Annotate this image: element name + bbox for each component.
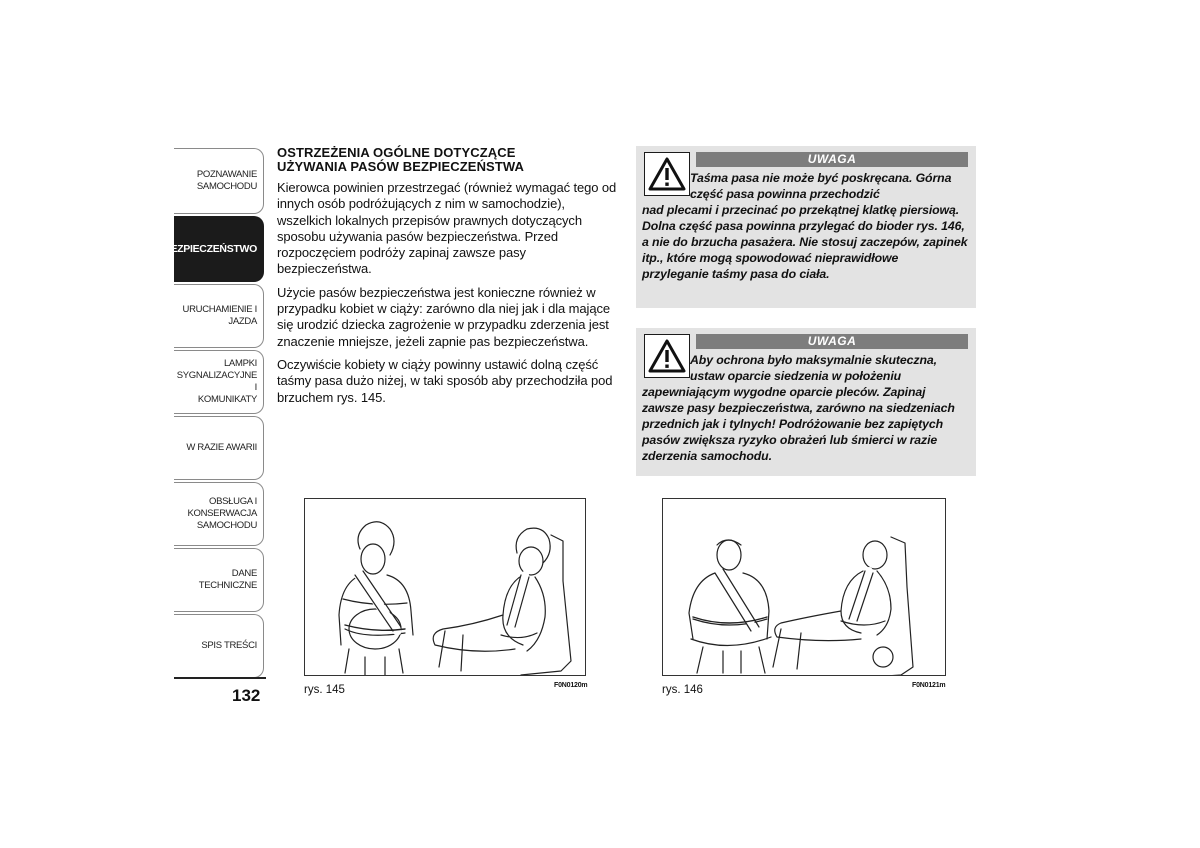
warning-text bbox=[642, 170, 968, 282]
warning-lead: Taśma pasa nie może być poskręcana. Górna część pasa powinna przechodzić bbox=[690, 171, 952, 201]
page-number: 132 bbox=[232, 686, 261, 705]
seatbelt-pregnant-woman-illustration bbox=[305, 499, 585, 675]
tab-bezpieczenstwo[interactable]: BEZPIECZEŃSTWO bbox=[174, 216, 264, 282]
warning-rest: zapewniającym wygodne oparcie pleców. Zapinaj zawsze pasy bezpieczeństwa, zarówno na siedzeniach przednich jak i tylnych! Podróżowanie bez zapiętych pasów zwiększa ryzyko obrażeń lub śmierci w razie zderzenia samochodu. bbox=[642, 385, 955, 463]
warning-box-2 bbox=[636, 328, 976, 476]
tab-lampki-sygnalizacyjne[interactable]: LAMPKI SYGNALIZACYJNE I KOMUNIKATY bbox=[174, 350, 264, 414]
warning-triangle-icon bbox=[644, 152, 690, 196]
warning-text bbox=[642, 352, 968, 464]
section-heading bbox=[277, 146, 619, 174]
warning-rest: nad plecami i przecinać po przekątnej klatkę piersiową. Dolna część pasa powinna przylegać do bioder rys. 146, a nie do brzucha pasażera. Nie stosuj zaczepów, zapinek itp., które mogą spowodować nieprawidłowe przyleganie taśmy pasa do ciała. bbox=[642, 203, 968, 281]
tab-w-razie-awarii[interactable]: W RAZIE AWARII bbox=[174, 416, 264, 480]
warning-box-1 bbox=[636, 146, 976, 308]
tab-dane-techniczne[interactable]: DANE TECHNICZNE bbox=[174, 548, 264, 612]
figure-146-illustration bbox=[662, 498, 946, 676]
section-heading-line1: OSTRZEŻENIA OGÓLNE DOTYCZĄCE bbox=[277, 145, 516, 160]
warning-triangle-icon bbox=[644, 334, 690, 378]
tab-obsluga-i-konserwacja[interactable]: OBSŁUGA I KONSERWACJA SAMOCHODU bbox=[174, 482, 264, 546]
paragraph-1: Kierowca powinien przestrzegać (również wymagać tego od innych osób podróżujących z nim w samochodzie), wszelkich lokalnych przepisów prawnych dotyczących sposobu używania pasów bezpieczeństwa. Przed rozpoczęciem podróży zapinaj zawsze pasy bezpieczeństwa. bbox=[277, 180, 617, 277]
paragraph-2: Użycie pasów bezpieczeństwa jest konieczne również w przypadku kobiet w ciąży: zarówno dla niej jak i dla mające się urodzić dziecka zagrożenie w przypadku zderzenia jest znaczenie mniejsze, jeżeli zapnie pas bezpieczeństwa. bbox=[277, 284, 610, 349]
tab-spis-tresci[interactable]: SPIS TREŚCI bbox=[174, 614, 264, 678]
figure-145-caption: rys. 145 bbox=[304, 684, 345, 696]
warning-title: UWAGA bbox=[696, 334, 968, 349]
figure-146-code: F0N0121m bbox=[912, 682, 946, 689]
tab-poznawanie-samochodu[interactable]: POZNAWANIE SAMOCHODU bbox=[174, 148, 264, 214]
warning-lead: Aby ochrona było maksymalnie skuteczna, ustaw oparcie siedzenia w położeniu bbox=[690, 353, 937, 383]
seatbelt-man-illustration bbox=[663, 499, 945, 675]
figure-145-illustration bbox=[304, 498, 586, 676]
warning-title: UWAGA bbox=[696, 152, 968, 167]
paragraph-3: Oczywiście kobiety w ciąży powinny ustawić dolną część taśmy pasa dużo niżej, w taki sposób aby przechodziła pod brzuchem rys. 145. bbox=[277, 356, 613, 405]
main-text-column bbox=[277, 146, 619, 413]
figure-145-code: F0N0120m bbox=[554, 682, 588, 689]
section-heading-line2: UŻYWANIA PASÓW BEZPIECZEŃSTWA bbox=[277, 159, 525, 174]
tab-uruchamienie-i-jazda[interactable]: URUCHAMIENIE I JAZDA bbox=[174, 284, 264, 348]
page-number-rule bbox=[174, 677, 266, 679]
figure-146-caption: rys. 146 bbox=[662, 684, 703, 696]
